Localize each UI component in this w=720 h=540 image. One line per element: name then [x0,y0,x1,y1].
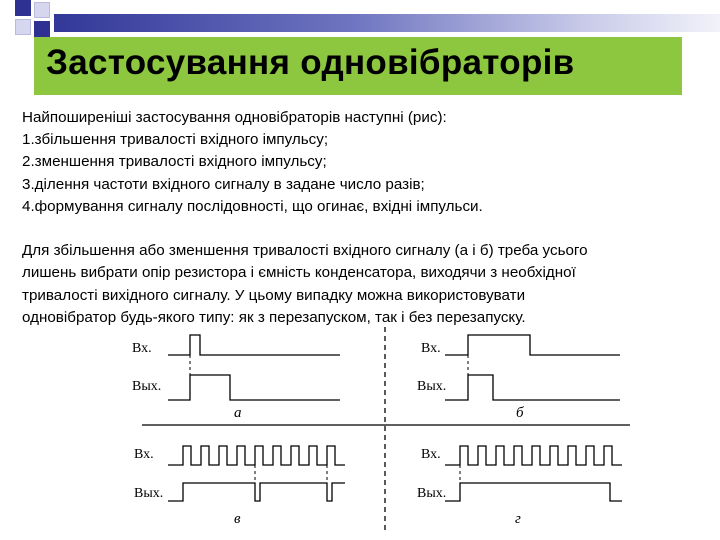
panel-d-input-waveform [445,446,622,465]
paragraph-line-1: Для збільшення або зменшення тривалості вхідного сигналу (а і б) треба усього [22,242,588,260]
header-gradient-band [54,14,720,32]
panel-d-output-waveform [445,483,622,501]
panel-a-input-label: Вх. [132,341,152,356]
panel-b-letter: б [516,405,524,421]
decor-square-4 [34,21,50,37]
decor-square-1 [15,0,31,16]
paragraph-line-4: одновібратор будь-якого типу: як з перезапуском, так і без перезапуску. [22,308,526,326]
panel-c-letter: в [234,511,241,527]
intro-line: Найпоширеніші застосування одновібраторів наступні (рис): [22,109,447,126]
panel-b-output-label: Вых. [417,379,447,394]
panel-c-output-waveform [168,483,345,501]
panel-d-output-label: Вых. [417,486,447,501]
panel-c-output-label: Вых. [134,486,164,501]
paragraph-line-3: тривалості вихідного сигналу. У цьому випадку можна використовувати [22,286,526,304]
panel-c-input-waveform [168,446,345,465]
timing-diagram [130,325,630,537]
paragraph-gap [22,218,712,240]
list-item-1: 1.збільшення тривалості вхідного імпульсу; [22,131,329,149]
slide-title: Застосування одновібраторів [46,43,575,82]
panel-c-input-label: Вх. [134,447,154,462]
panel-d-input-label: Вх. [421,447,441,462]
list-item-3: 3.ділення частоти вхідного сигналу в задане число разів; [22,175,425,193]
slide-body [22,107,712,329]
decor-square-3 [15,19,31,35]
panel-d-letter: г [515,511,521,527]
panel-b-input-label: Вх. [421,341,441,356]
panel-a-input-waveform [168,335,340,355]
paragraph-line-2: лишень вибрати опір резистора і ємність конденсатора, виходячи з необхідної [22,264,576,282]
decor-square-2 [34,2,50,18]
list-item-4: 4.формування сигналу послідовності, що огинає, вхідні імпульси. [22,197,483,215]
panel-a-output-label: Вых. [132,379,162,394]
panel-b-input-waveform [445,335,620,355]
panel-a-output-waveform [168,375,340,400]
panel-a-letter: а [234,405,242,421]
panel-b-output-waveform [445,375,620,400]
list-item-2: 2.зменшення тривалості вхідного імпульсу; [22,153,327,171]
